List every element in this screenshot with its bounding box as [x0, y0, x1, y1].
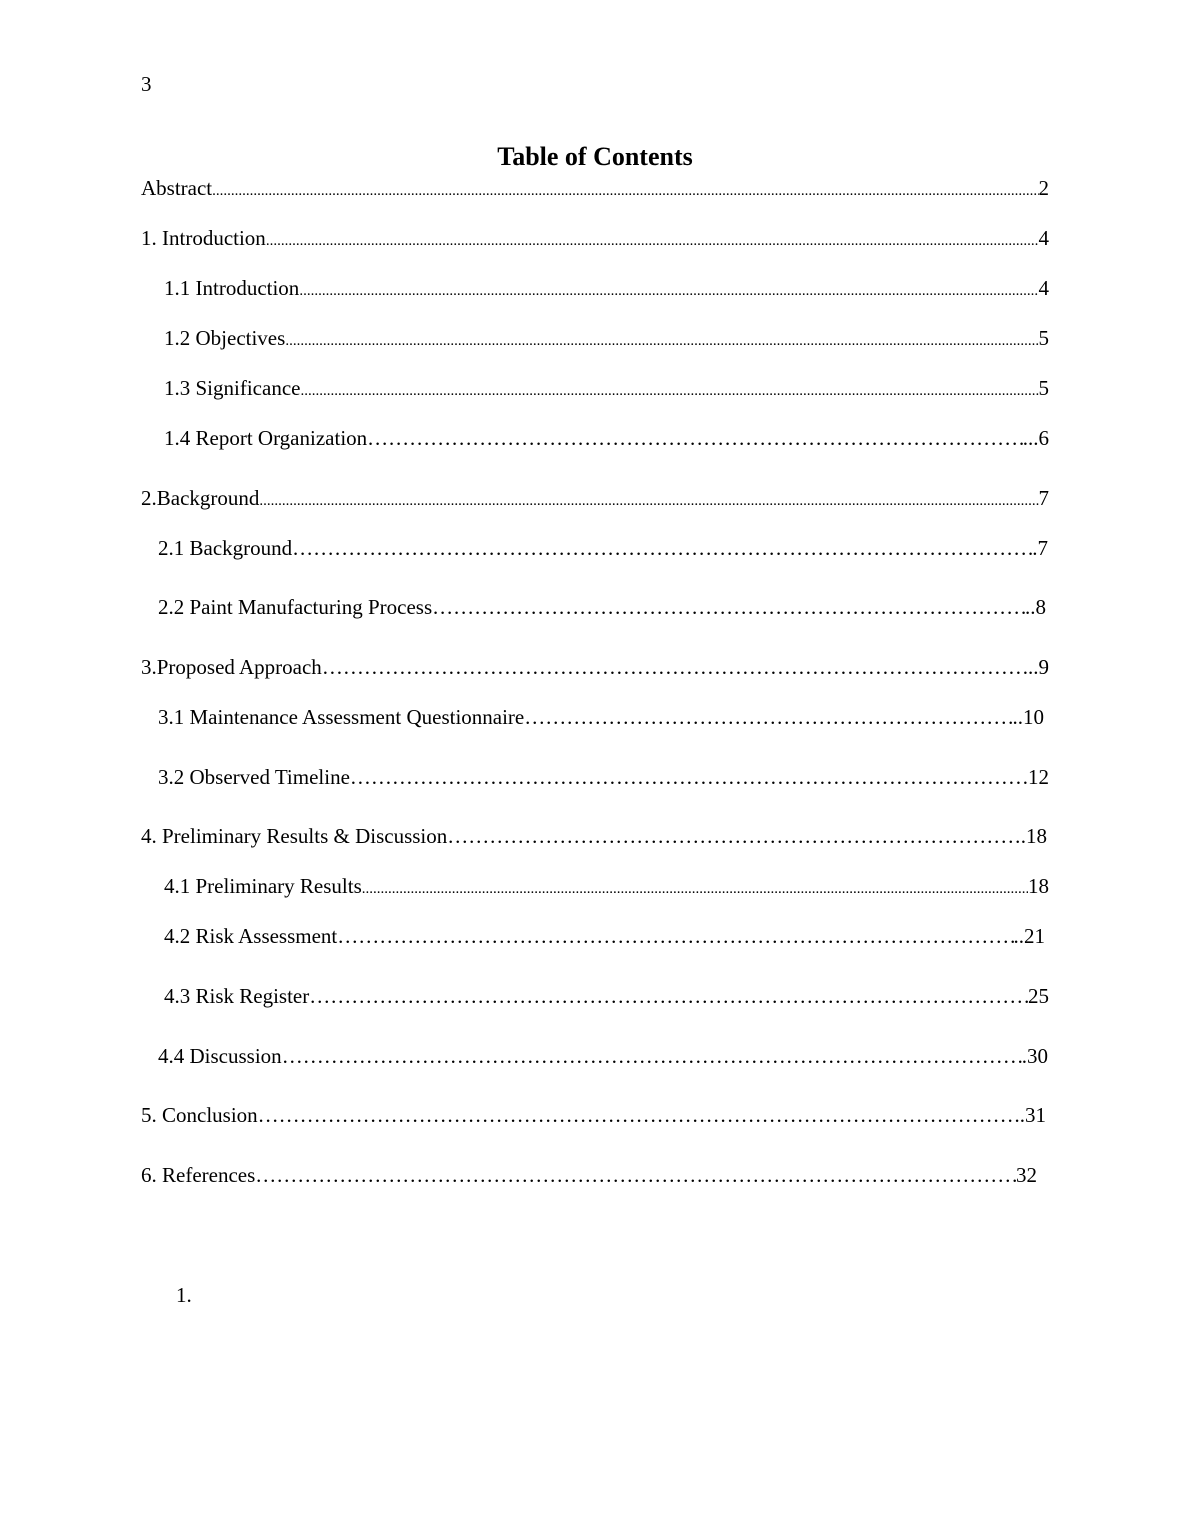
toc-leader [282, 1042, 1022, 1070]
toc-entry-abstract[interactable] [141, 174, 1049, 205]
toc-entry-label: 5. Conclusion [141, 1103, 258, 1127]
toc-entry-label: Abstract [141, 176, 213, 200]
toc-leader [259, 484, 1038, 515]
toc-leader [299, 274, 1038, 305]
toc-entry-background[interactable] [141, 484, 1049, 515]
toc-entry-page: 4 [1038, 226, 1049, 250]
toc-entry-label: 3.Proposed Approach [141, 655, 322, 679]
toc-entry-4-4-discussion[interactable] [158, 1042, 1048, 1070]
toc-entry-page: 5 [1038, 376, 1049, 400]
toc-entry-label: 2.Background [141, 486, 260, 510]
toc-entry-page: .7 [1032, 536, 1048, 560]
toc-entry-label: 1.2 Objectives [164, 326, 286, 350]
toc-entry-1-4-report-organization[interactable] [164, 424, 1049, 452]
toc-entry-1-2-objectives[interactable] [164, 324, 1049, 355]
toc-leader [266, 224, 1039, 255]
toc-entry-page: ..10 [1012, 705, 1044, 729]
toc-entry-label: 2.2 Paint Manufacturing Process [158, 595, 433, 619]
toc-entry-label: 2.1 Background [158, 536, 293, 560]
toc-entry-page: ...6 [1022, 426, 1049, 450]
toc-entry-label: 1.3 Significance [164, 376, 301, 400]
toc-leader [285, 324, 1038, 355]
toc-leader [300, 374, 1038, 405]
toc-entry-1-3-significance[interactable] [164, 374, 1049, 405]
toc-entry-label: 1.4 Report Organization [164, 426, 368, 450]
toc-entry-4-3-risk-register[interactable] [164, 982, 1049, 1010]
toc-entry-label: 4.3 Risk Register [164, 984, 310, 1008]
toc-entry-label: 4. Preliminary Results & Discussion [141, 824, 448, 848]
toc-leader [432, 593, 1025, 621]
toc-leader [258, 1101, 1020, 1129]
toc-entry-2-1-background[interactable] [158, 534, 1048, 562]
page-number: 3 [141, 72, 152, 96]
toc-entry-4-1-preliminary-results[interactable] [164, 872, 1049, 903]
toc-entry-label: 1.1 Introduction [164, 276, 300, 300]
toc-entry-page: ..21 [1013, 924, 1045, 948]
toc-leader [447, 822, 1021, 850]
toc-entry-page: 4 [1038, 276, 1049, 300]
toc-entry-page: .18 [1020, 824, 1047, 848]
list-marker: 1. [176, 1283, 192, 1307]
toc-entry-page: 2 [1038, 176, 1049, 200]
toc-entry-3-2-observed-timeline[interactable] [158, 763, 1049, 791]
toc-entry-label: 4.4 Discussion [158, 1044, 282, 1068]
toc-entry-page: .31 [1019, 1103, 1046, 1127]
toc-leader [322, 653, 1023, 681]
toc-entry-page: 18 [1028, 874, 1049, 898]
toc-entry-preliminary-results-discussion[interactable] [141, 822, 1047, 850]
toc-entry-label: 1. Introduction [141, 226, 266, 250]
toc-entry-page: 32 [1016, 1163, 1037, 1187]
toc-leader [309, 982, 1028, 1010]
toc-entry-label: 3.1 Maintenance Assessment Questionnaire [158, 705, 525, 729]
toc-entry-page: 25 [1028, 984, 1049, 1008]
toc-entry-references[interactable] [141, 1161, 1037, 1189]
toc-leader [362, 872, 1028, 903]
toc-entry-1-1-introduction[interactable] [164, 274, 1049, 305]
toc-entry-2-2-paint-manufacturing-process[interactable] [158, 593, 1046, 621]
toc-leader [524, 703, 1012, 731]
toc-entry-page: 7 [1038, 486, 1049, 510]
toc-entry-introduction[interactable] [141, 224, 1049, 255]
toc-leader [255, 1161, 1016, 1189]
toc-entry-label: 4.2 Risk Assessment [164, 924, 338, 948]
toc-entry-page: 5 [1038, 326, 1049, 350]
toc-entry-3-1-maintenance-assessment-questionnaire[interactable] [158, 703, 1044, 731]
toc-entry-page: ..8 [1025, 595, 1046, 619]
toc-entry-proposed-approach[interactable] [141, 653, 1049, 681]
toc-entry-page: 12 [1028, 765, 1049, 789]
toc-leader [212, 174, 1038, 205]
toc-entry-label: 3.2 Observed Timeline [158, 765, 350, 789]
toc-leader [337, 922, 1013, 950]
toc-leader [350, 763, 1028, 791]
toc-entry-label: 4.1 Preliminary Results [164, 874, 362, 898]
toc-entry-page: .30 [1021, 1044, 1048, 1068]
toc-entry-page: ...9 [1022, 655, 1049, 679]
toc-entry-conclusion[interactable] [141, 1101, 1046, 1129]
toc-leader [367, 424, 1023, 452]
toc-entry-4-2-risk-assessment[interactable] [164, 922, 1045, 950]
toc-leader [292, 534, 1032, 562]
toc-title: Table of Contents [497, 142, 693, 171]
toc-entry-label: 6. References [141, 1163, 256, 1187]
